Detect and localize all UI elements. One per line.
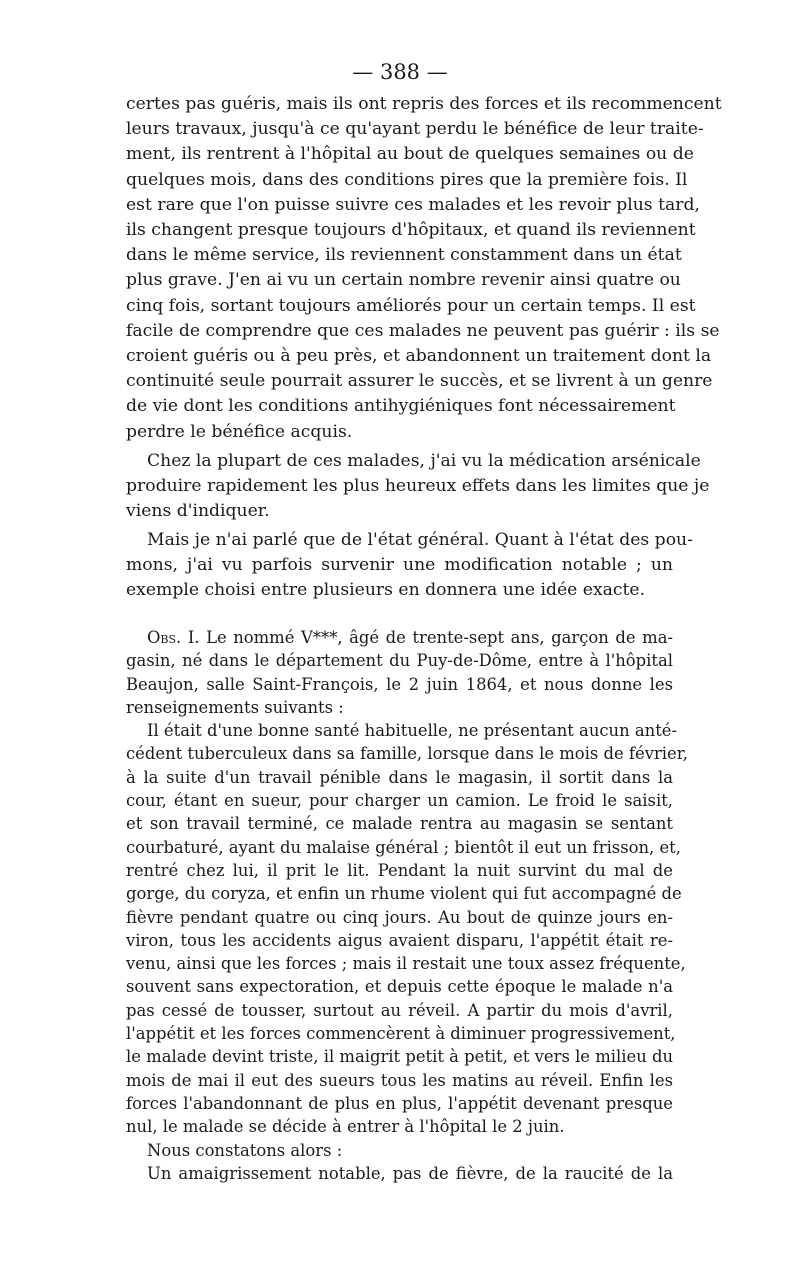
text-line: Un amaigrissement notable, pas de fièvre, de la raucité de la	[147, 1163, 673, 1183]
text-line: est rare que l'on puisse suivre ces malades et les revoir plus tard,	[126, 194, 700, 215]
text-line: rentré chez lui, il prit le lit. Pendant la nuit survint du mal de	[126, 860, 673, 880]
text-line: Nous constatons alors :	[147, 1140, 343, 1160]
page-number: — 388 —	[352, 60, 448, 84]
text-line: dans le même service, ils reviennent constamment dans un état	[126, 245, 682, 266]
text-line: cédent tuberculeux dans sa famille, lorsque dans le mois de février,	[126, 744, 688, 764]
text-line: de vie dont les conditions antihygiéniques font nécessairement	[126, 396, 676, 417]
text-line: plus grave. J'en ai vu un certain nombre revenir ainsi quatre ou	[126, 270, 681, 291]
text-line: ment, ils rentrent à l'hôpital au bout de quelques semaines ou de	[126, 144, 694, 165]
text-line: viens d'indiquer.	[126, 501, 270, 522]
text-line: continuité seule pourrait assurer le succès, et se livrent à un genre	[126, 371, 713, 392]
text-line: Beaujon, salle Saint-François, le 2 juin 1864, et nous donne les	[126, 674, 673, 694]
text-line: leurs travaux, jusqu'à ce qu'ayant perdu le bénéfice de leur traite-	[126, 119, 704, 140]
text-line: gasin, né dans le département du Puy-de-Dôme, entre à l'hôpital	[126, 651, 673, 671]
text-line: pas cessé de tousser, surtout au réveil. A partir du mois d'avril,	[126, 1000, 673, 1020]
text-line: cour, étant en sueur, pour charger un camion. Le froid le saisit,	[126, 791, 673, 811]
text-line: Chez la plupart de ces malades, j'ai vu la médication arsénicale	[147, 451, 701, 471]
text-line: souvent sans expectoration, et depuis cette époque le malade n'a	[126, 977, 673, 997]
text-line: croient guéris ou à peu près, et abandonnent un traitement dont la	[126, 346, 712, 367]
text-line: et son travail terminé, ce malade rentra au magasin se sentant	[126, 814, 673, 834]
text-line: Il était d'une bonne santé habituelle, ne présentant aucun anté-	[147, 721, 678, 741]
text-line: produire rapidement les plus heureux effets dans les limites que je	[126, 476, 710, 497]
text-line: l'appétit et les forces commencèrent à diminuer progressivement,	[126, 1024, 676, 1044]
text-line: viron, tous les accidents aigus avaient disparu, l'appétit était re-	[126, 930, 673, 950]
text-line: à la suite d'un travail pénible dans le magasin, il sortit dans la	[126, 767, 673, 787]
text-line: certes pas guéris, mais ils ont repris des forces et ils recommencent	[126, 94, 722, 114]
text-line: Mais je n'ai parlé que de l'état général. Quant à l'état des pou-	[147, 530, 693, 550]
text-line: mons, j'ai vu parfois survenir une modification notable ; un	[126, 555, 673, 576]
observation-first-line	[126, 626, 673, 649]
text-line: quelques mois, dans des conditions pires que la première fois. Il	[126, 169, 688, 190]
text-line: perdre le bénéfice acquis.	[126, 421, 353, 442]
observation-label: Obs. I.	[147, 628, 200, 647]
text-line: renseignements suivants :	[126, 697, 344, 717]
text-line: ils changent presque toujours d'hôpitaux, et quand ils reviennent	[126, 220, 696, 241]
text-line: exemple choisi entre plusieurs en donnera une idée exacte.	[126, 580, 646, 601]
text-line: le malade devint triste, il maigrit petit à petit, et vers le milieu du	[126, 1047, 674, 1067]
text-line: fièvre pendant quatre ou cinq jours. Au bout de quinze jours en-	[126, 907, 673, 927]
paragraph-mais	[126, 528, 693, 604]
text-line: nul, le malade se décide à entrer à l'hôpital le 2 juin.	[126, 1117, 565, 1137]
text-line: facile de comprendre que ces malades ne peuvent pas guérir : ils se	[126, 320, 720, 341]
paragraph-intro	[126, 92, 722, 445]
text-line: gorge, du coryza, et enfin un rhume violent qui fut accompagné de	[126, 884, 682, 904]
text-line: courbaturé, ayant du malaise général ; bientôt il eut un frisson, et,	[126, 837, 681, 857]
text-line: mois de mai il eut des sueurs tous les matins au réveil. Enfin les	[126, 1070, 673, 1090]
text-line: Le nommé V***, âgé de trente-sept ans, garçon de ma-	[199, 628, 673, 647]
paragraph-chez	[126, 449, 710, 525]
observation	[126, 626, 688, 1185]
text-line: forces l'abandonnant de plus en plus, l'appétit devenant presque	[126, 1093, 673, 1113]
text-line: venu, ainsi que les forces ; mais il restait une toux assez fréquente,	[126, 954, 686, 974]
text-line: cinq fois, sortant toujours améliorés pour un certain temps. Il est	[126, 295, 696, 316]
